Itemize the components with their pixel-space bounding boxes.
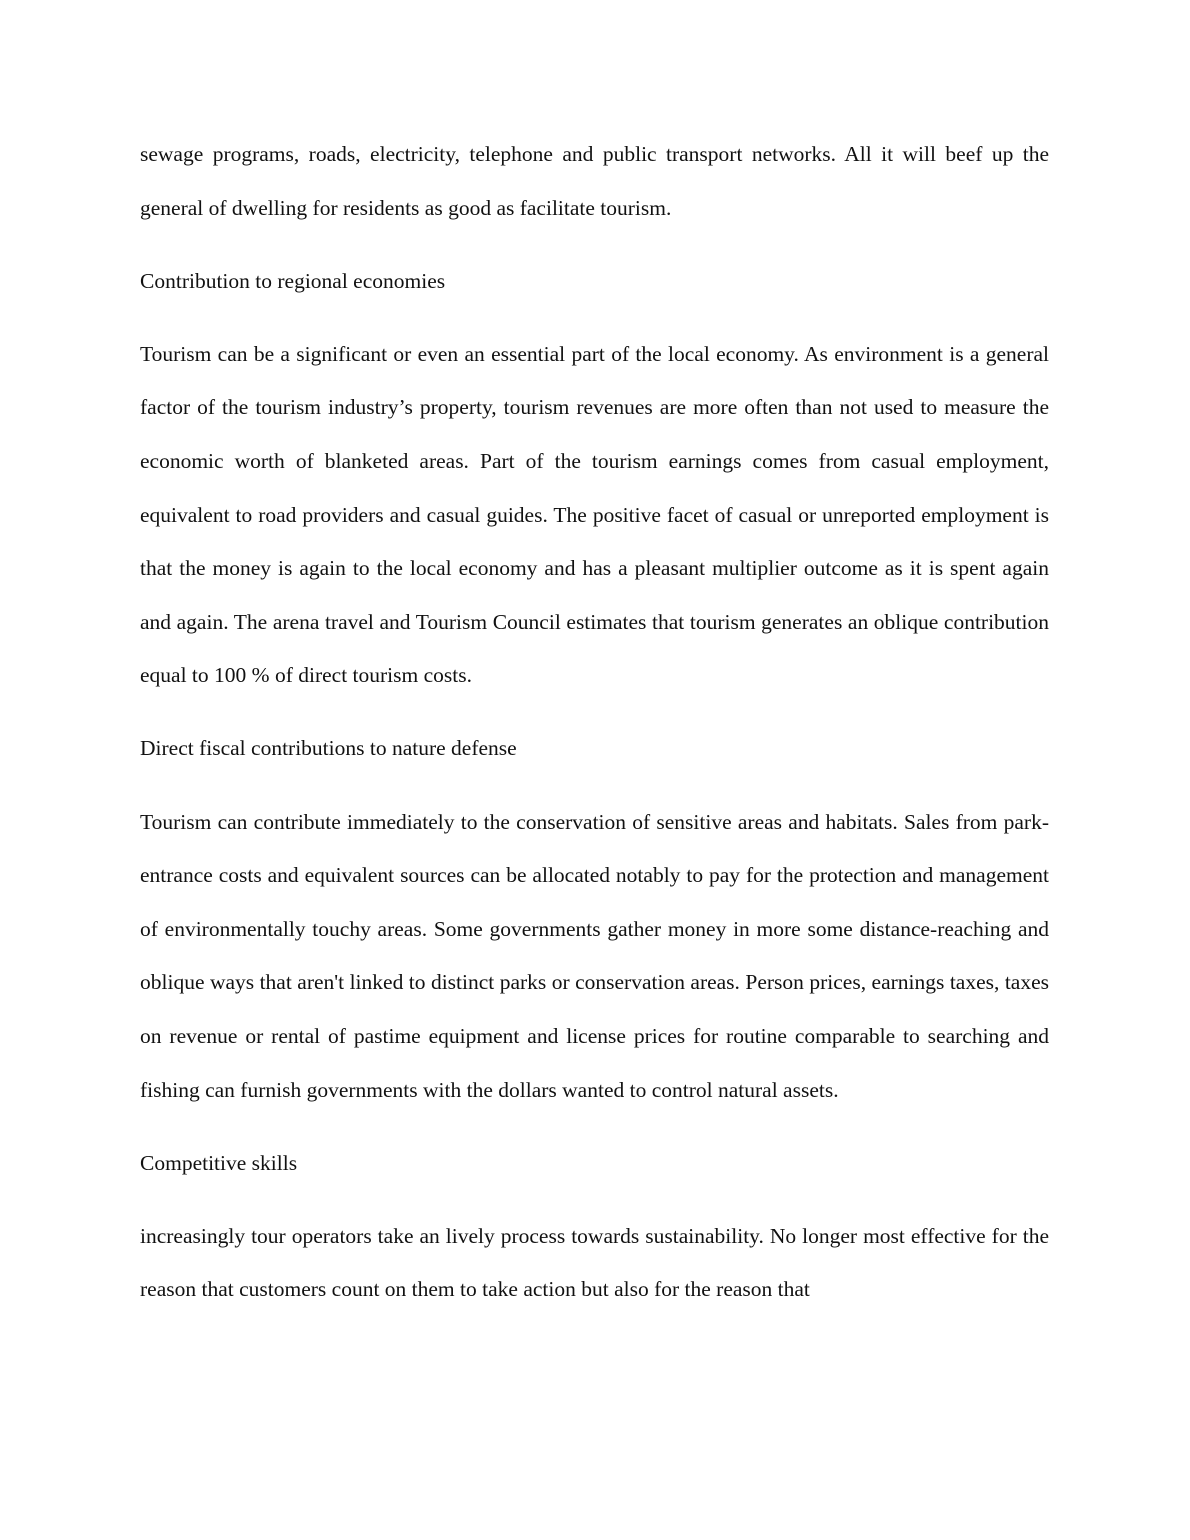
heading-competitive-skills: Competitive skills [140, 1150, 298, 1175]
heading-contribution-regional-economies: Contribution to regional economies [140, 268, 446, 293]
heading-direct-fiscal-contributions: Direct fiscal contributions to nature defense [140, 736, 517, 761]
document-body [140, 128, 1049, 1336]
paragraph-fiscal-contributions: Tourism can contribute immediately to the conservation of sensitive areas and habitats. Sales from park-entrance costs and equivalent sources can be allocated notably to pay for the protection and management of environmentally touchy areas. Some governments gather money in more some distance-reaching and oblique ways that aren't linked to distinct parks or conservation areas. Person prices, earnings taxes, taxes on revenue or rental of pastime equipment and license prices for routine comparable to searching and fishing can furnish governments with the dollars wanted to control natural assets. [140, 809, 1049, 1102]
paragraph-infrastructure-continued: sewage programs, roads, electricity, telephone and public transport networks. All it will beef up the general of dwelling for residents as good as facilitate tourism. [140, 142, 1049, 220]
paragraph-competitive-skills: increasingly tour operators take an lively process towards sustainability. No longer most effective for the reason that customers count on them to take action but also for the reason that [140, 1223, 1049, 1302]
paragraph-regional-economies: Tourism can be a significant or even an essential part of the local economy. As environment is a general factor of the tourism industry’s property, tourism revenues are more often than not used to measure the economic worth of blanketed areas. Part of the tourism earnings comes from casual employment, equivalent to road providers and casual guides. The positive facet of casual or unreported employment is that the money is again to the local economy and has a pleasant multiplier outcome as it is spent again and again. The arena travel and Tourism Council estimates that tourism generates an oblique contribution equal to 100 % of direct tourism costs. [140, 341, 1049, 688]
